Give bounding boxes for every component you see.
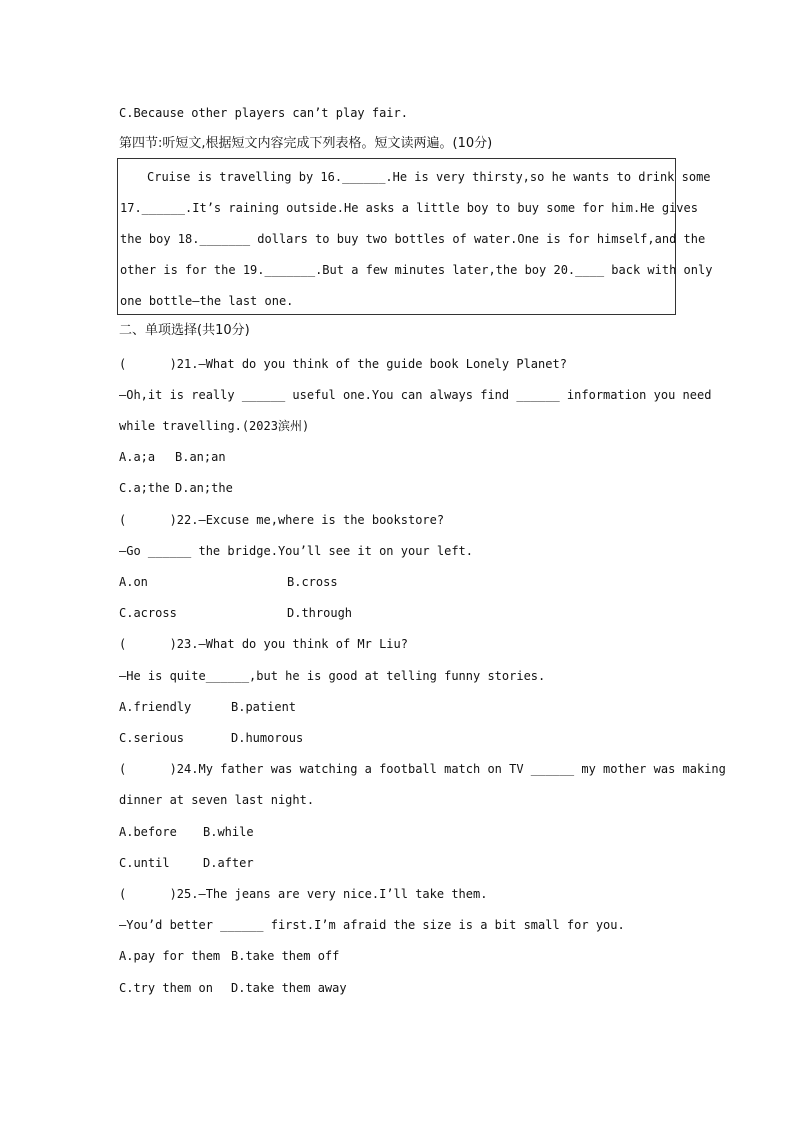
q23-option-b: B.patient <box>231 700 297 714</box>
passage-line-4: other is for the 19._______.But a few minutes later,the boy 20.____ back with only <box>120 263 713 277</box>
q22-stem: ( )22.—Excuse me,where is the bookstore? <box>119 513 445 527</box>
passage-line-3: the boy 18._______ dollars to buy two bottles of water.One is for himself,and the <box>120 232 706 246</box>
q22-option-a: A.on <box>119 575 148 589</box>
q22-option-b: B.cross <box>287 575 338 589</box>
q25-option-b: B.take them off <box>231 949 340 963</box>
q24-option-b: B.while <box>203 825 254 839</box>
q21-option-b: B.an;an <box>175 450 226 464</box>
q24-option-a: A.before <box>119 825 177 839</box>
q21-option-d: D.an;the <box>175 481 233 495</box>
q21-option-c: C.a;the <box>119 481 170 495</box>
q23-stem: ( )23.—What do you think of Mr Liu? <box>119 637 408 651</box>
q24-stem-cont: dinner at seven last night. <box>119 793 315 807</box>
q25-option-c: C.try them on <box>119 981 213 995</box>
q22-option-c: C.across <box>119 606 177 620</box>
q23-option-c: C.serious <box>119 731 185 745</box>
q21-source: while travelling.(2023滨州) <box>119 419 310 433</box>
passage-line-2: 17.______.It’s raining outside.He asks a little boy to buy some for him.He gives <box>120 201 698 215</box>
q25-option-a: A.pay for them <box>119 949 221 963</box>
q25-answer-line: —You’d better ______ first.I’m afraid the size is a bit small for you. <box>119 918 625 932</box>
section4-title: 第四节:听短文,根据短文内容完成下列表格。短文读两遍。(10分) <box>119 136 493 151</box>
q24-option-d: D.after <box>203 856 254 870</box>
q24-option-c: C.until <box>119 856 170 870</box>
q25-option-d: D.take them away <box>231 981 347 995</box>
q24-stem: ( )24.My father was watching a football match on TV ______ my mother was making <box>119 762 726 776</box>
passage-line-1: Cruise is travelling by 16.______.He is very thirsty,so he wants to drink some <box>147 170 711 184</box>
passage-box <box>117 158 713 315</box>
q23-answer-line: —He is quite______,but he is good at telling funny stories. <box>119 669 546 683</box>
prev-option-c: C.Because other players can’t play fair. <box>119 106 408 120</box>
section2-title: 二、单项选择(共10分) <box>119 323 250 338</box>
q23-option-d: D.humorous <box>231 731 304 745</box>
passage-line-5: one bottle—the last one. <box>120 294 294 308</box>
q22-answer-line: —Go ______ the bridge.You’ll see it on your left. <box>119 544 474 558</box>
q21-answer-line: —Oh,it is really ______ useful one.You can always find ______ information you need <box>119 388 712 402</box>
q23-option-a: A.friendly <box>119 700 192 714</box>
q25-stem: ( )25.—The jeans are very nice.I’ll take them. <box>119 887 488 901</box>
q21-stem: ( )21.—What do you think of the guide book Lonely Planet? <box>119 357 567 371</box>
q21-option-a: A.a;a <box>119 450 156 464</box>
q22-option-d: D.through <box>287 606 353 620</box>
